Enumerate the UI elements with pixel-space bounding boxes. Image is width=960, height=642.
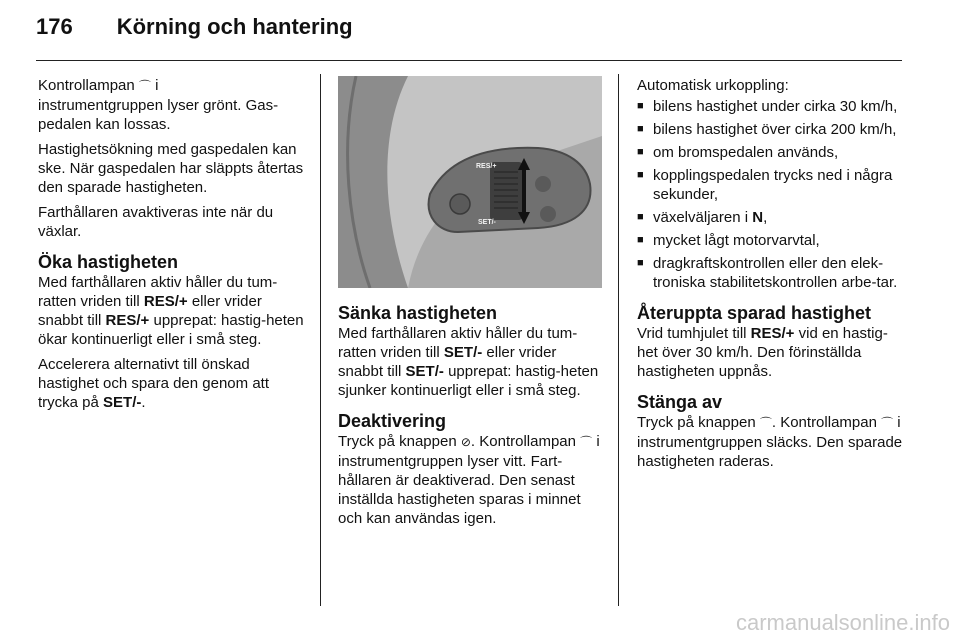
section-heading: Deaktivering: [338, 411, 447, 431]
column-divider: [320, 74, 321, 606]
section-heading: Återuppta sparad hastighet: [637, 303, 872, 323]
paragraph: Tryck på knappen ⌒. Kontrollampan ⌒ i instrumentgruppen släcks. Den sparade hastigheten raderas.: [637, 414, 903, 470]
cruise-control-icon: ⌒: [759, 416, 772, 430]
section-heading: Stänga av: [637, 392, 723, 412]
cruise-control-icon: ⌒: [881, 416, 894, 430]
page-header: [36, 14, 353, 54]
section-heading: Sänka hastigheten: [338, 303, 498, 323]
steering-wheel-illustration: [338, 76, 602, 288]
paragraph: Automatisk urkoppling:: [637, 77, 789, 94]
paragraph: Vrid tumhjulet till RES/+ vid en hastig-het över 30 km/h. Den förinställda hastigheten uppnås.: [637, 325, 888, 380]
paragraph: Farthållaren avaktiveras inte när du växlar.: [38, 204, 274, 240]
list-item: ■ bilens hastighet över cirka 200 km/h,: [637, 120, 905, 139]
steering-wheel-figure: [338, 76, 602, 288]
paragraph: Med farthållaren aktiv håller du tum-ratten vriden till SET/- eller vrider snabbt till SET/- upprepat: hastig-heten sjunker kontinuerligt eller i små steg.: [338, 325, 599, 399]
cruise-control-icon: ⌒: [138, 79, 151, 93]
list-item: ■ växelväljaren i N,: [637, 208, 905, 227]
column-1: [38, 76, 304, 418]
paragraph: Hastighetsökning med gaspedalen kan ske. När gaspedalen har släppts återtas den sparade hastigheten.: [38, 141, 304, 196]
list-item: ■ bilens hastighet under cirka 30 km/h,: [637, 97, 905, 116]
res-label: RES/+: [476, 163, 497, 170]
paragraph: Accelerera alternativt till önskad hastighet och spara den genom att trycka på SET/-.: [38, 356, 269, 411]
page-number: 176: [36, 14, 73, 39]
header-rule: [36, 60, 902, 61]
paragraph: Med farthållaren aktiv håller du tum-ratten vriden till RES/+ eller vrider snabbt till RES/+ upprepat: hastig-heten ökar kontinuerligt eller i små steg.: [38, 274, 304, 348]
chapter-title: Körning och hantering: [116, 14, 353, 39]
list-item: ■ kopplingspedalen trycks ned i några sekunder,: [637, 166, 905, 204]
column-2: [338, 76, 604, 534]
auto-disengage-list: [637, 97, 905, 292]
column-divider: [618, 74, 619, 606]
cruise-cancel-icon: ⊘: [460, 435, 471, 449]
watermark: carmanualsonline.info: [735, 610, 950, 635]
set-label: SET/-: [478, 219, 496, 226]
cruise-control-icon: ⌒: [580, 435, 593, 449]
paragraph: Tryck på knappen ⊘. Kontrollampan ⌒ i instrumentgruppen lyser vitt. Fart-hållaren är deaktiverad. Den senast inställda hastigheten sparas i minnet och kan användas igen.: [338, 433, 600, 527]
column-3: [637, 76, 905, 477]
list-item: ■ dragkraftskontrollen eller den elek-troniska stabilitetskontrollen arbe-tar.: [637, 254, 905, 292]
list-item: ■ mycket lågt motorvarvtal,: [637, 231, 905, 250]
section-heading: Öka hastigheten: [38, 252, 179, 272]
paragraph: Kontrollampan ⌒ i instrumentgruppen lyser grönt. Gas- pedalen kan lossas.: [38, 77, 279, 133]
list-item: ■ om bromspedalen används,: [637, 143, 905, 162]
